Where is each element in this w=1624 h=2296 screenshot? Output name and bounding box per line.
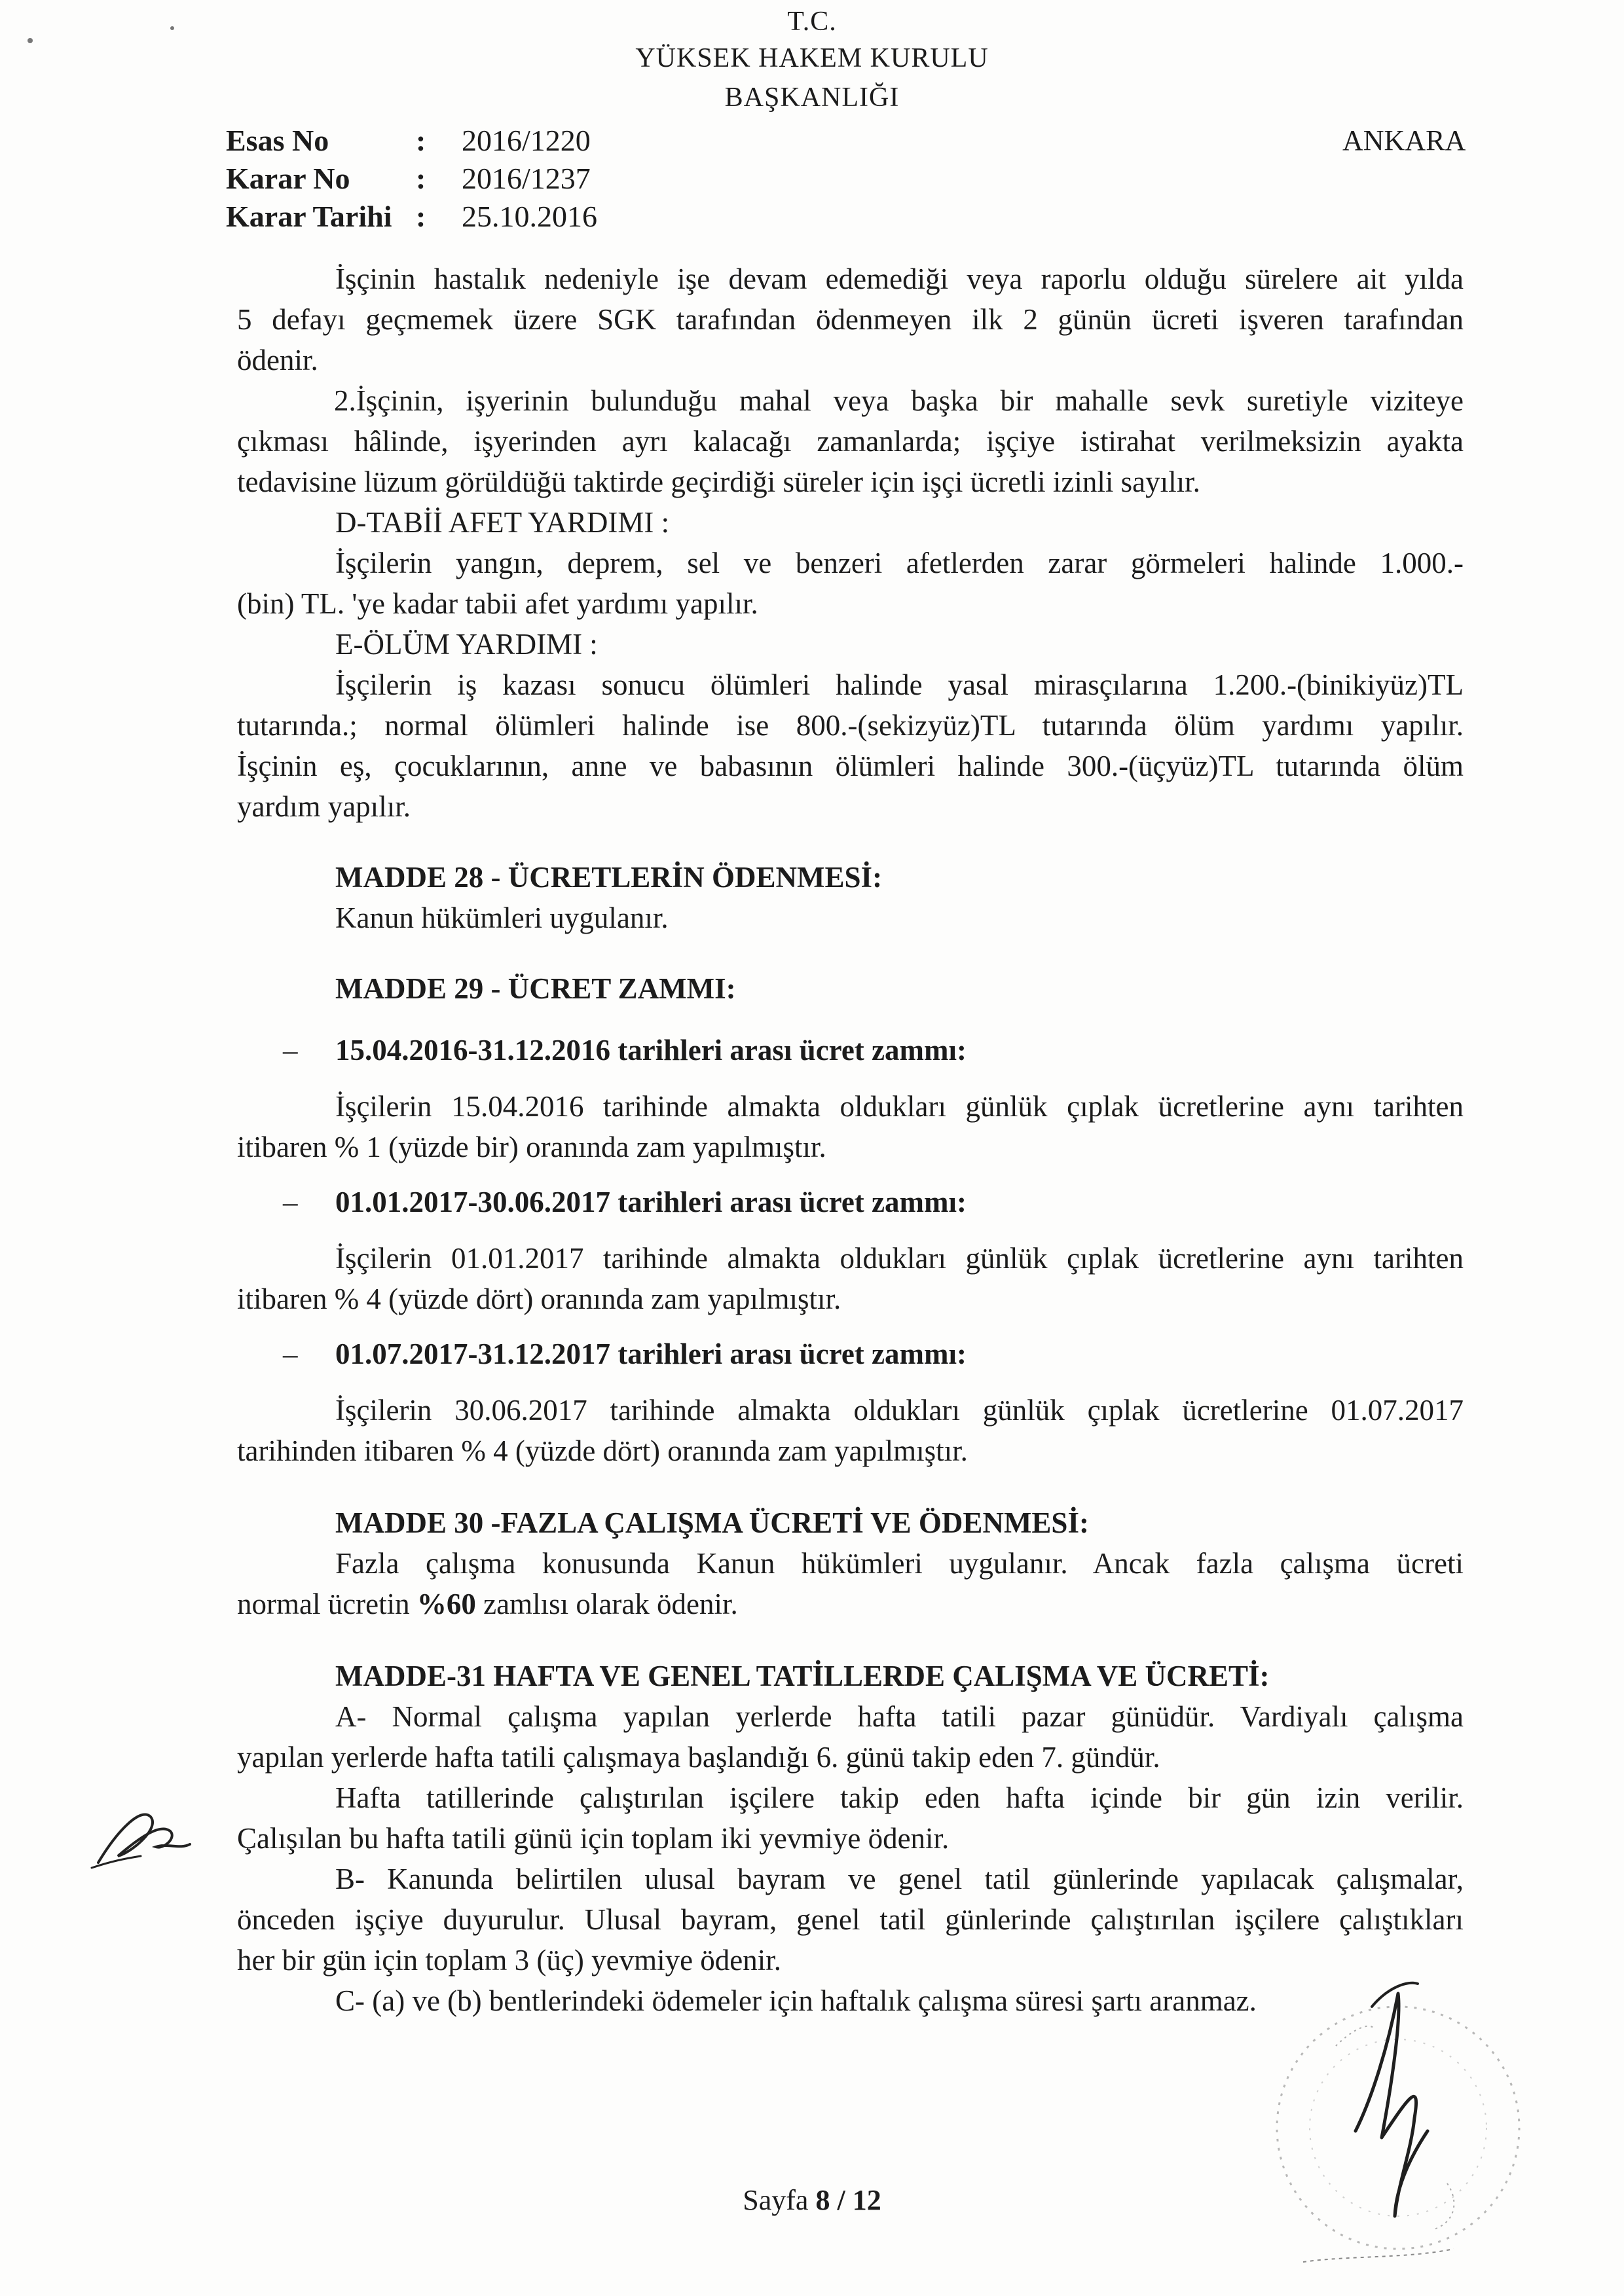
meta-value: 25.10.2016 (462, 200, 597, 233)
text-run: zamlısı olarak ödenir. (475, 1588, 738, 1620)
body-line: İşçinin eş, çocuklarının, anne ve babasının ölümleri halinde 300.-(üçyüz)TL tutarında ölüm (237, 750, 1464, 782)
body-line: İşçilerin yangın, deprem, sel ve benzeri afetlerden zarar görmeleri halinde 1.000.- (335, 547, 1464, 579)
article-heading-28: MADDE 28 - ÜCRETLERİN ÖDENMESİ: (335, 861, 883, 894)
footer-label: Sayfa (743, 2184, 816, 2216)
header-tc: T.C. (787, 7, 837, 37)
body-line: çıkması hâlinde, işyerinden ayrı kalacağı zamanlarda; işçiye istirahat verilmeksizin ayakta (237, 425, 1464, 458)
sub-heading: 01.01.2017-30.06.2017 tarihleri arası ücret zammı: (335, 1186, 967, 1218)
initials-signature (79, 1791, 196, 1876)
header-city: ANKARA (1342, 124, 1466, 156)
body-line: itibaren % 1 (yüzde bir) oranında zam yapılmıştır. (237, 1131, 826, 1163)
list-dash: – (283, 1186, 298, 1218)
body-line: Kanun hükümleri uygulanır. (335, 902, 669, 934)
body-line: yardım yapılır. (237, 790, 411, 823)
article-heading-31: MADDE-31 HAFTA VE GENEL TATİLLERDE ÇALIŞMA VE ÜCRETİ: (335, 1660, 1270, 1692)
body-line: her bir gün için toplam 3 (üç) yevmiye ödenir. (237, 1944, 782, 1977)
meta-row-esas (226, 122, 597, 160)
body-line: ödenir. (237, 344, 318, 376)
body-line: itibaren % 4 (yüzde dört) oranında zam yapılmıştır. (237, 1283, 841, 1315)
signature-stamp (1257, 1967, 1539, 2282)
article-heading-30: MADDE 30 -FAZLA ÇALIŞMA ÜCRETİ VE ÖDENMESİ: (335, 1506, 1089, 1539)
sub-heading: 15.04.2016-31.12.2016 tarihleri arası ücret zammı: (335, 1034, 967, 1066)
body-line: tarihinden itibaren % 4 (yüzde dört) oranında zam yapılmıştır. (237, 1434, 968, 1467)
header-presidency: BAŞKANLIĞI (724, 82, 900, 113)
article-heading-29: MADDE 29 - ÜCRET ZAMMI: (335, 972, 736, 1005)
text-run: normal ücretin (237, 1588, 417, 1620)
meta-row-karar (226, 160, 597, 198)
meta-key: Esas No (226, 124, 329, 157)
body-line: tedavisine lüzum görüldüğü taktirde geçirdiği süreler için işçi ücretli izinli sayılır. (237, 465, 1200, 498)
sub-heading: 01.07.2017-31.12.2017 tarihleri arası ücret zammı: (335, 1338, 967, 1370)
body-line: Hafta tatillerinde çalıştırılan işçilere takip eden hafta içinde bir gün izin verilir. (335, 1781, 1464, 1814)
body-line: 2.İşçinin, işyerinin bulunduğu mahal veya başka bir mahalle sevk suretiyle viziteye (334, 384, 1464, 417)
body-line: yapılan yerlerde hafta tatili çalışmaya başlandığı 6. günü takip eden 7. gündür. (237, 1741, 1160, 1774)
section-heading: E-ÖLÜM YARDIMI : (335, 628, 598, 661)
body-line: A- Normal çalışma yapılan yerlerde hafta tatili pazar günüdür. Vardiyalı çalışma (335, 1700, 1464, 1733)
meta-key: Karar Tarihi (226, 200, 392, 233)
body-line: 5 defayı geçmemek üzere SGK tarafından ödenmeyen ilk 2 günün ücreti işveren tarafından (237, 303, 1464, 336)
body-line: B- Kanunda belirtilen ulusal bayram ve genel tatil günlerinde yapılacak çalışmalar, (335, 1863, 1464, 1895)
meta-colon: : (416, 162, 426, 195)
meta-value: 2016/1237 (462, 162, 591, 195)
list-dash: – (283, 1034, 298, 1066)
body-line (237, 1587, 738, 1621)
page-footer (0, 2183, 1624, 2217)
body-line: İşçilerin iş kazası sonucu ölümleri halinde yasal mirasçılarına 1.200.-(binikiyüz)TL (335, 668, 1464, 701)
body-line: İşçinin hastalık nedeniyle işe devam edemediği veya raporlu olduğu sürelere ait yılda (335, 263, 1464, 295)
body-line: C- (a) ve (b) bentlerindeki ödemeler için haftalık çalışma süresi şartı aranmaz. (335, 1984, 1257, 2017)
case-meta (226, 122, 597, 236)
meta-value: 2016/1220 (462, 124, 591, 157)
body-line: (bin) TL. 'ye kadar tabii afet yardımı yapılır. (237, 587, 758, 620)
meta-colon: : (416, 200, 426, 233)
meta-colon: : (416, 124, 426, 157)
section-heading: D-TABİİ AFET YARDIMI : (335, 506, 670, 539)
body-line: Fazla çalışma konusunda Kanun hükümleri uygulanır. Ancak fazla çalışma ücreti (335, 1547, 1464, 1580)
text-run-bold: %60 (416, 1588, 476, 1620)
list-dash: – (283, 1338, 298, 1370)
body-line: önceden işçiye duyurulur. Ulusal bayram, genel tatil günlerinde çalıştırılan işçilere çalıştıkları (237, 1903, 1464, 1936)
meta-key: Karar No (226, 162, 350, 195)
body-line: tutarında.; normal ölümleri halinde ise 800.-(sekizyüz)TL tutarında ölüm yardımı yapılır. (237, 709, 1464, 742)
meta-row-tarih (226, 198, 597, 236)
page-number: 8 / 12 (815, 2184, 881, 2216)
body-line: İşçilerin 30.06.2017 tarihinde almakta oldukları günlük çıplak ücretlerine 01.07.2017 (335, 1394, 1464, 1427)
header-institution: YÜKSEK HAKEM KURULU (635, 43, 989, 73)
body-line: Çalışılan bu hafta tatili günü için toplam iki yevmiye ödenir. (237, 1822, 950, 1855)
body-line: İşçilerin 01.01.2017 tarihinde almakta oldukları günlük çıplak ücretlerine aynı tarihten (335, 1242, 1464, 1275)
body-line: İşçilerin 15.04.2016 tarihinde almakta oldukları günlük çıplak ücretlerine aynı tarihten (335, 1090, 1464, 1123)
